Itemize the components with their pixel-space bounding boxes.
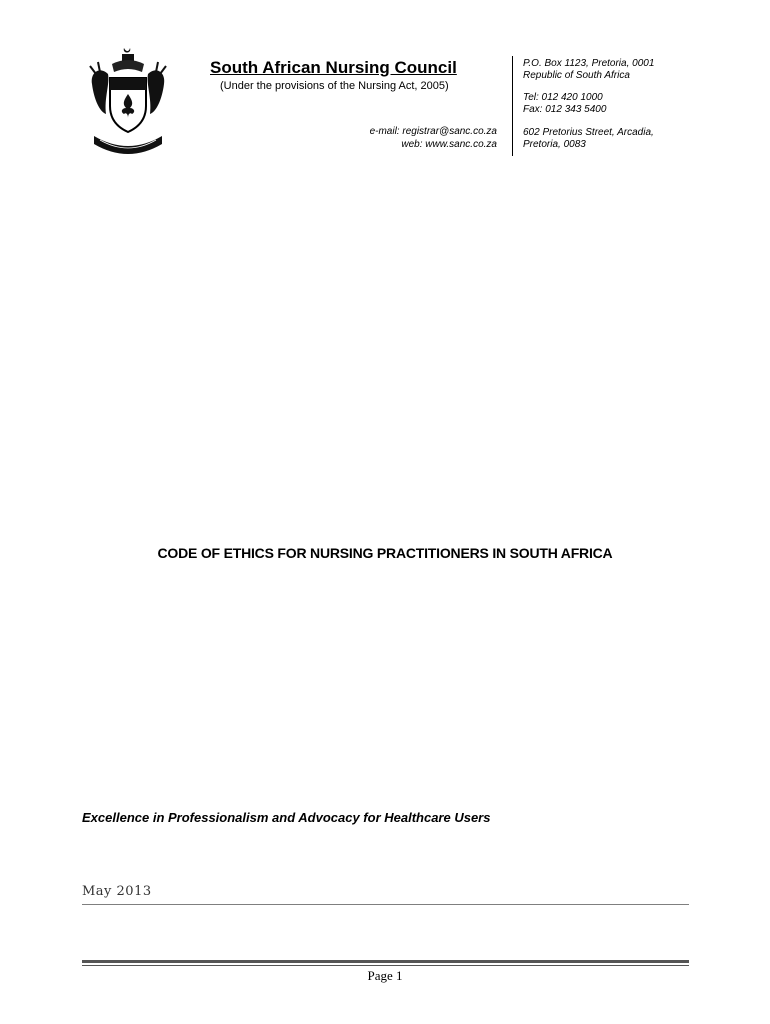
coat-of-arms-icon <box>86 44 170 162</box>
contact-web: web: www.sanc.co.za <box>401 139 497 150</box>
address-street: 602 Pretorius Street, Arcadia, <box>523 127 654 138</box>
date-divider <box>82 904 689 905</box>
document-title: CODE OF ETHICS FOR NURSING PRACTITIONERS IN SOUTH AFRICA <box>157 545 613 561</box>
footer-divider-thick <box>82 960 689 963</box>
document-date: May 2013 <box>82 884 152 899</box>
page-number: Page 1 <box>367 968 403 983</box>
address-country: Republic of South Africa <box>523 70 630 81</box>
address-fax: Fax: 012 343 5400 <box>523 104 607 115</box>
document-tagline: Excellence in Professionalism and Advocacy for Healthcare Users <box>82 810 491 825</box>
header-divider <box>512 56 513 156</box>
address-tel: Tel: 012 420 1000 <box>523 92 603 103</box>
org-subtitle: (Under the provisions of the Nursing Act, 2005) <box>220 80 449 92</box>
address-city: Pretoria, 0083 <box>523 139 586 150</box>
address-po-box: P.O. Box 1123, Pretoria, 0001 <box>523 58 655 69</box>
org-name: South African Nursing Council <box>210 58 457 77</box>
footer-divider-thin <box>82 965 689 966</box>
contact-email: e-mail: registrar@sanc.co.za <box>369 126 497 137</box>
